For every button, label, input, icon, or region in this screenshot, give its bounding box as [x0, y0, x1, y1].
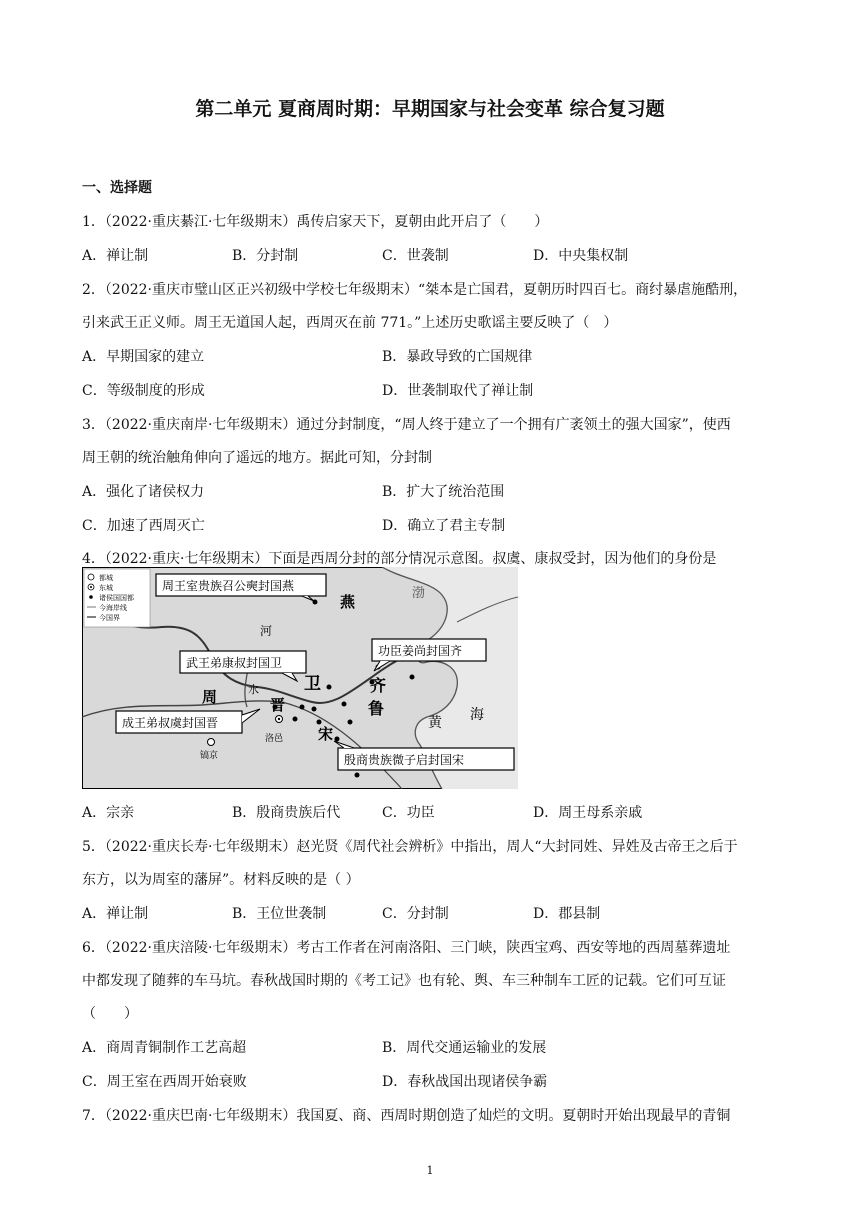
q4-option-b: B．殷商贵族后代	[232, 805, 341, 821]
callout-jin	[116, 709, 260, 733]
q4-option-d: D．周王母系亲戚	[533, 805, 643, 821]
legend-vassal-capital: 诸侯国国都	[99, 594, 134, 602]
label-jin: 晋	[270, 696, 286, 714]
svg-text:殷商贵族微子启封国宋: 殷商贵族微子启封国宋	[344, 753, 465, 767]
label-haojing: 镐京	[200, 751, 219, 761]
legend-capital: 都城	[99, 574, 113, 582]
legend-coastline: 今海岸线	[99, 604, 127, 612]
q3-option-c: C．加速了西周灭亡	[82, 518, 205, 534]
q6-option-d: D．春秋战国出现诸侯争霸	[382, 1074, 548, 1090]
q1-option-d: D．中央集权制	[533, 248, 629, 264]
q5-option-b: B．王位世袭制	[232, 906, 327, 922]
q3-stem-line2: 周王朝的统治触角伸向了遥远的地方。据此可知，分封制	[82, 450, 432, 466]
section-heading: 一、选择题	[82, 180, 152, 196]
label-lu: 鲁	[368, 699, 385, 718]
q6-option-c: C．周王室在西周开始衰败	[82, 1074, 247, 1090]
label-bo: 渤	[412, 586, 426, 601]
q4-option-c: C．功臣	[382, 805, 435, 821]
q2-option-c: C．等级制度的形成	[82, 383, 205, 399]
q4-option-a: A．宗亲	[82, 805, 135, 821]
label-hai: 海	[470, 707, 484, 723]
svg-text:功臣姜尚封国齐: 功臣姜尚封国齐	[378, 644, 463, 658]
q2-option-b: B．暴政导致的亡国规律	[382, 349, 533, 365]
label-luoyi: 洛邑	[265, 734, 284, 744]
q4-stem: 4．（2022·重庆·七年级期末）下面是西周分封的部分情况示意图。叔虞、康叔受封，因为他们的身份是	[82, 551, 717, 567]
label-shui: 水	[248, 683, 259, 696]
label-wei: 卫	[304, 674, 321, 694]
haojing-marker	[208, 739, 215, 746]
q3-option-d: D．确立了君主专制	[382, 518, 506, 534]
svg-text:成王弟叔虞封国晋: 成王弟叔虞封国晋	[122, 716, 219, 730]
western-zhou-fief-map	[82, 567, 518, 789]
q3-option-a: A．强化了诸侯权力	[82, 484, 205, 500]
label-he: 河	[260, 624, 273, 638]
q6-option-b: B．周代交通运输业的发展	[382, 1040, 547, 1056]
q6-stem-line3: （ ）	[82, 1006, 138, 1022]
q6-stem-line2: 中都发现了随葬的车马坑。春秋战国时期的《考工记》也有轮、舆、车三种制车工匠的记载。它们可互证	[82, 973, 726, 989]
q1-option-a: A．禅让制	[82, 248, 149, 264]
q1-option-c: C．世袭制	[382, 248, 449, 264]
legend-border: 今国界	[99, 614, 120, 622]
q1-option-b: B．分封制	[232, 248, 299, 264]
q5-option-d: D．郡县制	[533, 906, 601, 922]
q6-option-a: A．商周青铜制作工艺高超	[82, 1040, 247, 1056]
q2-option-a: A．早期国家的建立	[82, 349, 205, 365]
q2-stem-line1: 2．（2022·重庆市璧山区正兴初级中学校七年级期末）“桀本是亡国君，夏朝历时四百七。商纣暴虐施酷刑，	[82, 282, 748, 298]
q5-option-a: A．禅让制	[82, 906, 149, 922]
q5-stem-line2: 东方，以为周室的藩屏”。材料反映的是（ ）	[82, 872, 360, 888]
q2-option-d: D．世袭制取代了禅让制	[382, 383, 534, 399]
q2-stem-line2: 引来武王正义师。周王无道国人起，西周灭在前 771。”上述历史歌谣主要反映了（ ）	[82, 315, 618, 331]
q6-stem-line1: 6．（2022·重庆涪陵·七年级期末）考古工作者在河南洛阳、三门峡，陕西宝鸡、西安等地的西周墓葬遗址	[82, 940, 731, 956]
svg-text:周王室贵族召公奭封国燕: 周王室贵族召公奭封国燕	[162, 579, 295, 593]
label-qi: 齐	[370, 676, 387, 695]
page-title: 第二单元 夏商周时期：早期国家与社会变革 综合复习题	[195, 98, 665, 120]
q5-stem-line1: 5．（2022·重庆长寿·七年级期末）赵光贤《周代社会辨析》中指出，周人“大封同姓、异姓及古帝王之后于	[82, 839, 738, 855]
label-zhou: 周	[202, 688, 218, 706]
legend-east-city: 东城	[99, 584, 113, 592]
label-huang: 黄	[428, 715, 442, 731]
q3-stem-line1: 3．（2022·重庆南岸·七年级期末）通过分封制度，“周人终于建立了一个拥有广袤领土的强大国家”，使西	[82, 417, 731, 433]
svg-text:武王弟康叔封国卫: 武王弟康叔封国卫	[186, 656, 283, 670]
q5-option-c: C．分封制	[382, 906, 449, 922]
label-yan: 燕	[340, 593, 356, 611]
q7-stem: 7．（2022·重庆巴南·七年级期末）我国夏、商、西周时期创造了灿烂的文明。夏朝时开始出现最早的青铜	[82, 1108, 731, 1124]
map-legend	[84, 569, 150, 627]
q1-stem: 1．（2022·重庆綦江·七年级期末）禹传启家天下，夏朝由此开启了（ ）	[82, 214, 549, 230]
page-number: 1	[426, 1164, 434, 1177]
label-song: 宋	[318, 725, 334, 743]
q3-option-b: B．扩大了统治范围	[382, 484, 505, 500]
